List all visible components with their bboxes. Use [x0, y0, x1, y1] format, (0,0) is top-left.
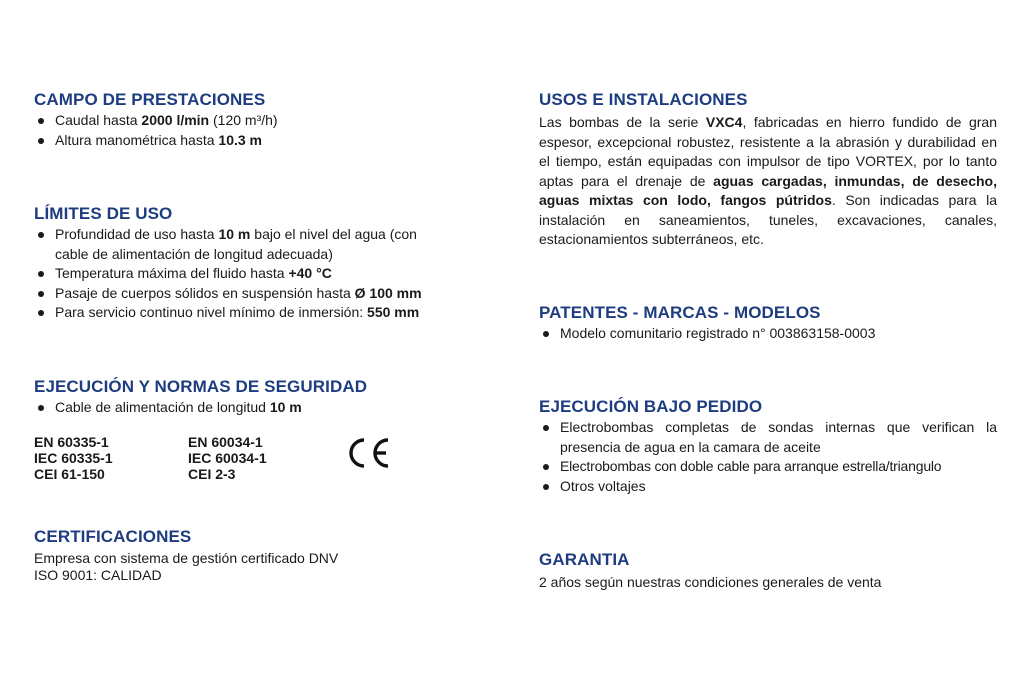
list-item: Caudal hasta 2000 l/min (120 m³/h)	[34, 111, 474, 131]
certificaciones-text	[34, 550, 474, 584]
list-item: Altura manométrica hasta 10.3 m	[34, 131, 474, 151]
norms-block	[34, 434, 474, 494]
ejecucion-section	[34, 377, 474, 497]
norm-code: CEI 2-3	[188, 466, 236, 482]
list-item: Cable de alimentación de longitud 10 m	[34, 398, 474, 418]
bajo-pedido-list	[539, 418, 997, 496]
norm-code: EN 60335-1	[34, 434, 109, 450]
norm-code: IEC 60335-1	[34, 450, 113, 466]
bajo-pedido-section	[539, 397, 997, 496]
list-item: Para servicio continuo nivel mínimo de inmersión: 550 mm	[34, 303, 434, 323]
garantia-section	[539, 550, 997, 593]
certificaciones-line: Empresa con sistema de gestión certificado DNV	[34, 550, 339, 566]
campo-title: CAMPO DE PRESTACIONES	[34, 90, 266, 109]
usos-section	[539, 90, 997, 250]
campo-list	[34, 111, 474, 150]
bajo-pedido-title: EJECUCIÓN BAJO PEDIDO	[539, 397, 763, 416]
certificaciones-title: CERTIFICACIONES	[34, 527, 192, 546]
ejecucion-list	[34, 398, 474, 418]
norm-code: CEI 61-150	[34, 466, 105, 482]
usos-title: USOS E INSTALACIONES	[539, 90, 748, 109]
list-item: Profundidad de uso hasta 10 m bajo el nivel del agua (con cable de alimentación de longitud adecuada)	[34, 225, 434, 264]
patentes-list	[539, 324, 997, 344]
list-item: Otros voltajes	[539, 477, 997, 497]
list-item: Electrobombas con doble cable para arranque estrella/triangulo	[539, 457, 997, 477]
patentes-section	[539, 303, 997, 344]
limites-list	[34, 225, 434, 323]
list-item: Modelo comunitario registrado n° 003863158-0003	[539, 324, 997, 344]
norm-code: EN 60034-1	[188, 434, 263, 450]
patentes-title: PATENTES - MARCAS - MODELOS	[539, 303, 821, 322]
ejecucion-title: EJECUCIÓN Y NORMAS DE SEGURIDAD	[34, 377, 368, 396]
campo-section	[34, 90, 474, 150]
certificaciones-section	[34, 527, 474, 584]
norm-code: IEC 60034-1	[188, 450, 267, 466]
list-item: Pasaje de cuerpos sólidos en suspensión hasta Ø 100 mm	[34, 284, 434, 304]
garantia-text: 2 años según nuestras condiciones generales de venta	[539, 574, 882, 590]
certificaciones-line: ISO 9001: CALIDAD	[34, 567, 162, 583]
garantia-title: GARANTIA	[539, 550, 630, 569]
norms-column-2	[188, 434, 267, 482]
list-item: Temperatura máxima del fluido hasta +40 °C	[34, 264, 434, 284]
limites-title: LÍMITES DE USO	[34, 204, 173, 223]
ce-mark-icon	[345, 436, 391, 470]
limites-section	[34, 204, 474, 323]
list-item: Electrobombas completas de sondas internas que verifican la presencia de agua en la camara de aceite	[539, 418, 997, 457]
usos-paragraph: Las bombas de la serie VXC4, fabricadas en hierro fundido de gran espesor, excepcional robustez, resistente a la abrasión y durabilidad en el tiempo, están equipadas con impulsor de tipo VORTEX, por lo tanto aptas para el drenaje de aguas cargadas, inmundas, de desecho, aguas mixtas con lodo, fangos pútridos. Son indicadas para la instalación en saneamientos, tuneles, excavaciones, canales, estacionamientos subterráneos, etc.	[539, 114, 997, 247]
norms-column-1	[34, 434, 113, 482]
